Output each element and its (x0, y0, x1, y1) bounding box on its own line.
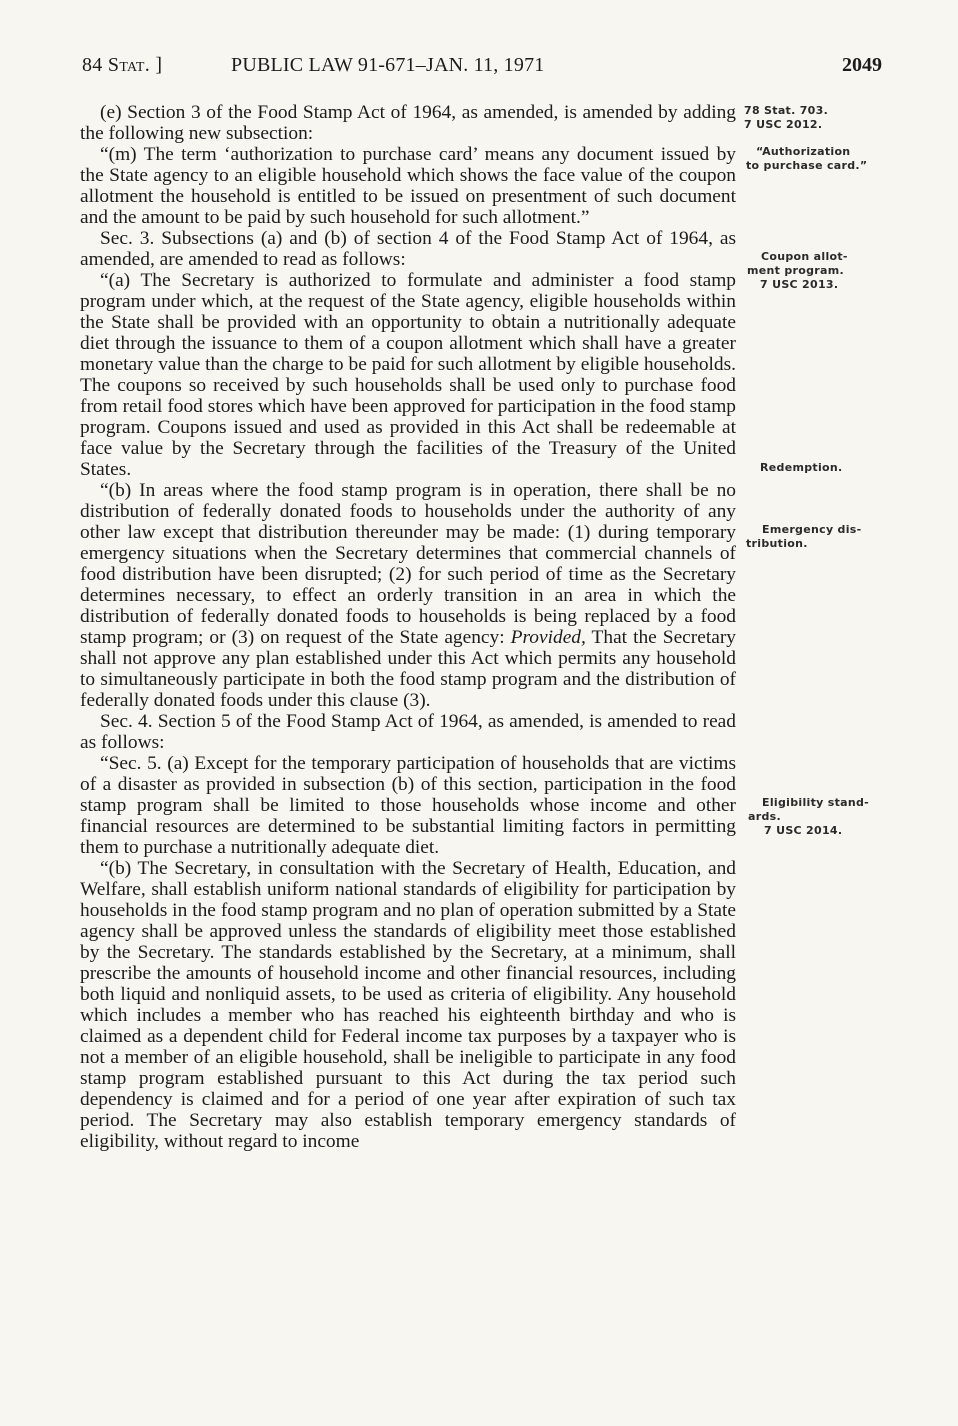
page-header (82, 54, 882, 84)
margin-note-line: to purchase card.” (746, 159, 868, 172)
margin-note-emergency-distribution (746, 523, 896, 551)
margin-note-line: “Authorization (756, 145, 851, 158)
margin-note-authorization (746, 145, 900, 173)
paragraph: (e) Section 3 of the Food Stamp Act of 1964, as amended, is amended by adding the following new subsection: (80, 102, 736, 144)
paragraph: “(m) The term ‘authorization to purchase card’ means any document issued by the State agency to an eligible household which shows the face value of the coupon allotment the household is entitled to be issued on presentment of such document and the amount to be paid by such household for such allotment.” (80, 144, 736, 228)
margin-note-line: 7 USC 2012. (744, 118, 823, 131)
margin-note-line: Coupon allot- (761, 250, 848, 263)
italic-term: Provided, (510, 627, 586, 648)
margin-note-line: ards. (748, 810, 781, 823)
margin-note-line: 7 USC 2014. (764, 824, 843, 837)
header-volume: 84 Stat. ] (82, 54, 163, 76)
margin-note-line: Eligibility stand- (762, 796, 870, 809)
text-run: That the Secretary shall not approve any plan established under this Act which permits any household to simultaneously participate in both the food stamp program and the distribution of federally donated foods under this clause (3). (80, 627, 736, 711)
margin-note-eligibility-standards (748, 796, 898, 838)
paragraph: “(b) The Secretary, in consultation with the Secretary of Health, Education, and Welfare, shall establish uniform national standards of eligibility for participation by households in the food stamp program and no plan of operation submitted by a State agency shall be approved unless the standards of eligibility meet those established by the Secretary. The standards established by the Secretary, at a minimum, shall prescribe the amounts of household income and other financial resources, including both liquid and nonliquid assets, to be used as criteria of eligibility. Any household which includes a member who has reached his eighteenth birthday and who is claimed as a dependent child for Federal income tax purposes by a taxpayer who is not a member of an eligible household, shall be ineligible to participate in any food stamp program established pursuant to this Act during the tax period such dependency is claimed and for a period of one year after expiration of such tax period. The Secretary may also establish temporary emergency standards of eligibility, without regard to income (80, 858, 736, 1152)
paragraph: Sec. 4. Section 5 of the Food Stamp Act of 1964, as amended, is amended to read as follows: (80, 711, 736, 753)
paragraph: Sec. 3. Subsections (a) and (b) of section 4 of the Food Stamp Act of 1964, as amended, are amended to read as follows: (80, 228, 736, 270)
margin-note-line: ment program. (747, 264, 844, 277)
paragraph: “(a) The Secretary is authorized to formulate and administer a food stamp program under which, at the request of the State agency, eligible households within the State shall be provided with an opportunity to obtain a nutritionally adequate diet through the issuance to them of a coupon allotment which shall have a greater monetary value than the charge to be paid for such allotment by eligible households. The coupons so received by such households shall be used only to purchase food from retail food stores which have been approved for participation in the food stamp program. Coupons issued and used as provided in this Act shall be redeemable at face value by the Secretary through the facilities of the Treasury of the United States. (80, 270, 736, 480)
paragraph (80, 480, 736, 711)
header-title: PUBLIC LAW 91-671–JAN. 11, 1971 (231, 54, 545, 76)
body-text (80, 102, 736, 1152)
paragraph: “Sec. 5. (a) Except for the temporary participation of households that are victims of a disaster as provided in subsection (b) of this section, participation in the food stamp program shall be limited to those households whose income and other financial resources are determined to be substantial limiting factors in permitting them to purchase a nutritionally adequate diet. (80, 753, 736, 858)
margin-note-line: 78 Stat. 703. (744, 104, 829, 117)
margin-note-line: Redemption. (760, 461, 843, 474)
margin-note-line: 7 USC 2013. (760, 278, 839, 291)
margin-note-line: tribution. (746, 537, 808, 550)
text-run: “(b) In areas where the food stamp program is in operation, there shall be no distribution of federally donated foods to households under the authority of any other law except that distribution thereunder may be made: (1) during temporary emergency situations when the Secretary determines that commercial channels of food distribution have been disrupted; (2) for such period of time as the Secretary determines necessary, to effect an orderly transition in an area in which the distribution of federally donated foods to households is being replaced by a food stamp program; or (3) on request of the State agency: (80, 480, 736, 648)
margin-note-stat-citation (744, 104, 894, 132)
margin-note-line: Emergency dis- (762, 523, 862, 536)
margin-note-redemption (760, 461, 910, 475)
margin-note-coupon-allotment (747, 250, 897, 292)
header-page-number: 2049 (842, 54, 882, 76)
